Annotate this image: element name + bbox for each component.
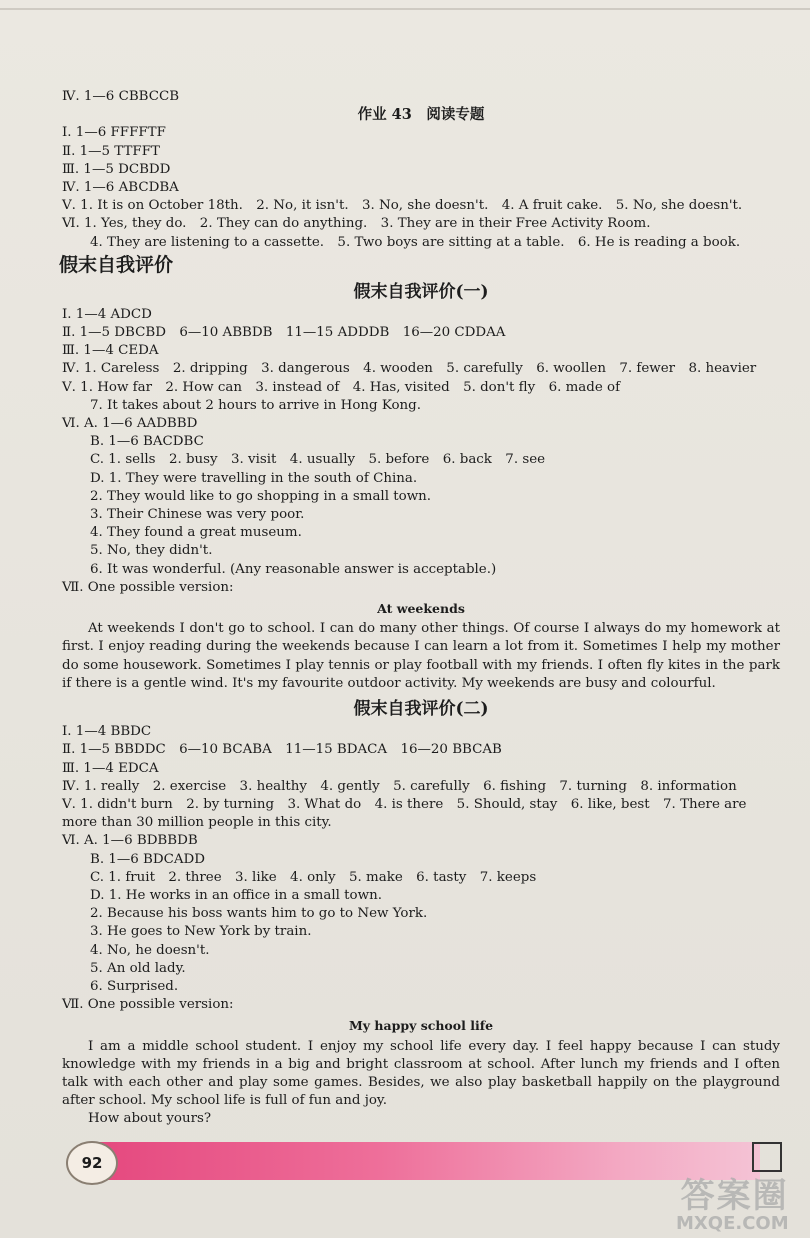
answer-line: Ⅴ. 1. It is on October 18th. 2. No, it isn't. 3. No, she doesn't. 4. A fruit cake. 5. No, she doesn't. — [62, 198, 743, 214]
answer-line: 3. He goes to New York by train. — [90, 924, 312, 940]
answer-line: 5. An old lady. — [90, 960, 186, 976]
answer-line: D. 1. They were travelling in the south of China. — [90, 470, 418, 486]
essay-title: At weekends — [377, 601, 465, 617]
answer-line: Ⅱ. 1—5 TTFFT — [62, 143, 160, 159]
answer-line: Ⅱ. 1—5 DBCBD 6—10 ABBDB 11—15 ADDDB 16—20 CDDAA — [62, 325, 506, 341]
answer-line: 4. They are listening to a cassette. 5. Two boys are sitting at a table. 6. He is reading a book. — [90, 234, 741, 250]
essay-closing: How about yours? — [88, 1111, 212, 1127]
answer-line: Ⅳ. 1. Careless 2. dripping 3. dangerous 4. wooden 5. carefully 6. woollen 7. fewer 8. heavier — [62, 361, 757, 377]
top-rule — [0, 8, 810, 10]
answer-line: 2. They would like to go shopping in a small town. — [90, 488, 432, 504]
answer-line: Ⅴ. 1. How far 2. How can 3. instead of 4. Has, visited 5. don't fly 6. made of — [62, 379, 621, 395]
corner-box-icon — [752, 1142, 782, 1172]
answer-line: Ⅶ. One possible version: — [62, 579, 234, 595]
answer-line: Ⅵ. 1. Yes, they do. 2. They can do anything. 3. They are in their Free Activity Room. — [62, 216, 651, 232]
answer-line: 6. Surprised. — [90, 978, 179, 994]
answer-line: Ⅴ. 1. didn't burn 2. by turning 3. What do 4. is there 5. Should, stay 6. like, best 7. There are — [62, 796, 747, 812]
answer-line: B. 1—6 BDCADD — [90, 851, 206, 867]
essay-paragraph — [62, 1038, 780, 1129]
answer-line: 4. They found a great museum. — [90, 525, 302, 541]
answer-line: Ⅳ. 1—6 ABCDBA — [62, 180, 179, 196]
answer-line: Ⅱ. 1—5 BBDDC 6—10 BCABA 11—15 BDACA 16—20 BBCAB — [62, 742, 502, 758]
footer-bar — [70, 1142, 760, 1180]
part1-title: 假末自我评价(一) — [353, 281, 489, 302]
homework-43-heading: 作业 43 阅读专题 — [357, 106, 485, 124]
answer-line: Ⅰ. 1—4 BBDC — [62, 724, 152, 740]
answer-line: Ⅲ. 1—4 CEDA — [62, 343, 159, 359]
answer-line: 5. No, they didn't. — [90, 543, 213, 559]
answer-line: D. 1. He works in an office in a small town. — [90, 887, 382, 903]
answer-line: 3. Their Chinese was very poor. — [90, 507, 305, 523]
essay-text: At weekends I don't go to school. I can do many other things. Of course I always do my homework at first. I enjoy reading during the weekends because I can learn a lot from it. Sometimes I help my mother do some housework. Sometimes I play tennis or play football with my friends. I often fly kites in the park if there is a gentle wind. It's my favourite outdoor activity. My weekends are busy and colourful. — [62, 621, 780, 691]
answer-line: Ⅰ. 1—4 ADCD — [62, 306, 152, 322]
answer-line: more than 30 million people in this city. — [62, 815, 332, 831]
answer-line: 4. No, he doesn't. — [90, 942, 210, 958]
answer-line: Ⅵ. A. 1—6 BDBBDB — [62, 833, 198, 849]
answer-line: C. 1. fruit 2. three 3. like 4. only 5. make 6. tasty 7. keeps — [90, 869, 537, 885]
page-number: 92 — [66, 1141, 118, 1185]
part2-title: 假末自我评价(二) — [353, 699, 489, 720]
answer-line: Ⅰ. 1—6 FFFFTF — [62, 125, 166, 141]
watermark-url: MXQE.COM — [676, 1213, 789, 1234]
essay-paragraph — [62, 620, 780, 693]
section-title: 假末自我评价 — [59, 253, 174, 276]
watermark-text: 答案圈 — [680, 1176, 789, 1216]
answer-line: Ⅲ. 1—4 EDCA — [62, 760, 159, 776]
answer-line: Ⅲ. 1—5 DCBDD — [62, 161, 171, 177]
essay-text: I am a middle school student. I enjoy my school life every day. I feel happy because I can study knowledge with my friends in a big and bright classroom at school. After lunch my friends and I often talk with each other and play some games. Besides, we also play basketball happily on the playground after school. My school life is full of fun and joy. — [62, 1038, 780, 1109]
answer-line: 7. It takes about 2 hours to arrive in Hong Kong. — [90, 397, 422, 413]
answer-line: Ⅳ. 1. really 2. exercise 3. healthy 4. gently 5. carefully 6. fishing 7. turning 8. information — [62, 778, 737, 794]
answer-line: Ⅳ. 1—6 CBBCCB — [62, 89, 180, 104]
essay-title: My happy school life — [348, 1018, 494, 1034]
answer-line: Ⅵ. A. 1—6 AADBBD — [62, 416, 198, 432]
watermark-logo — [676, 1176, 789, 1234]
answer-line: Ⅶ. One possible version: — [62, 997, 234, 1013]
answer-content — [59, 88, 780, 1129]
answer-line: B. 1—6 BACDBC — [90, 434, 204, 450]
answer-line: C. 1. sells 2. busy 3. visit 4. usually 5. before 6. back 7. see — [90, 452, 546, 468]
answer-line: 2. Because his boss wants him to go to New York. — [90, 906, 428, 922]
answer-line: 6. It was wonderful. (Any reasonable answer is acceptable.) — [90, 561, 497, 577]
